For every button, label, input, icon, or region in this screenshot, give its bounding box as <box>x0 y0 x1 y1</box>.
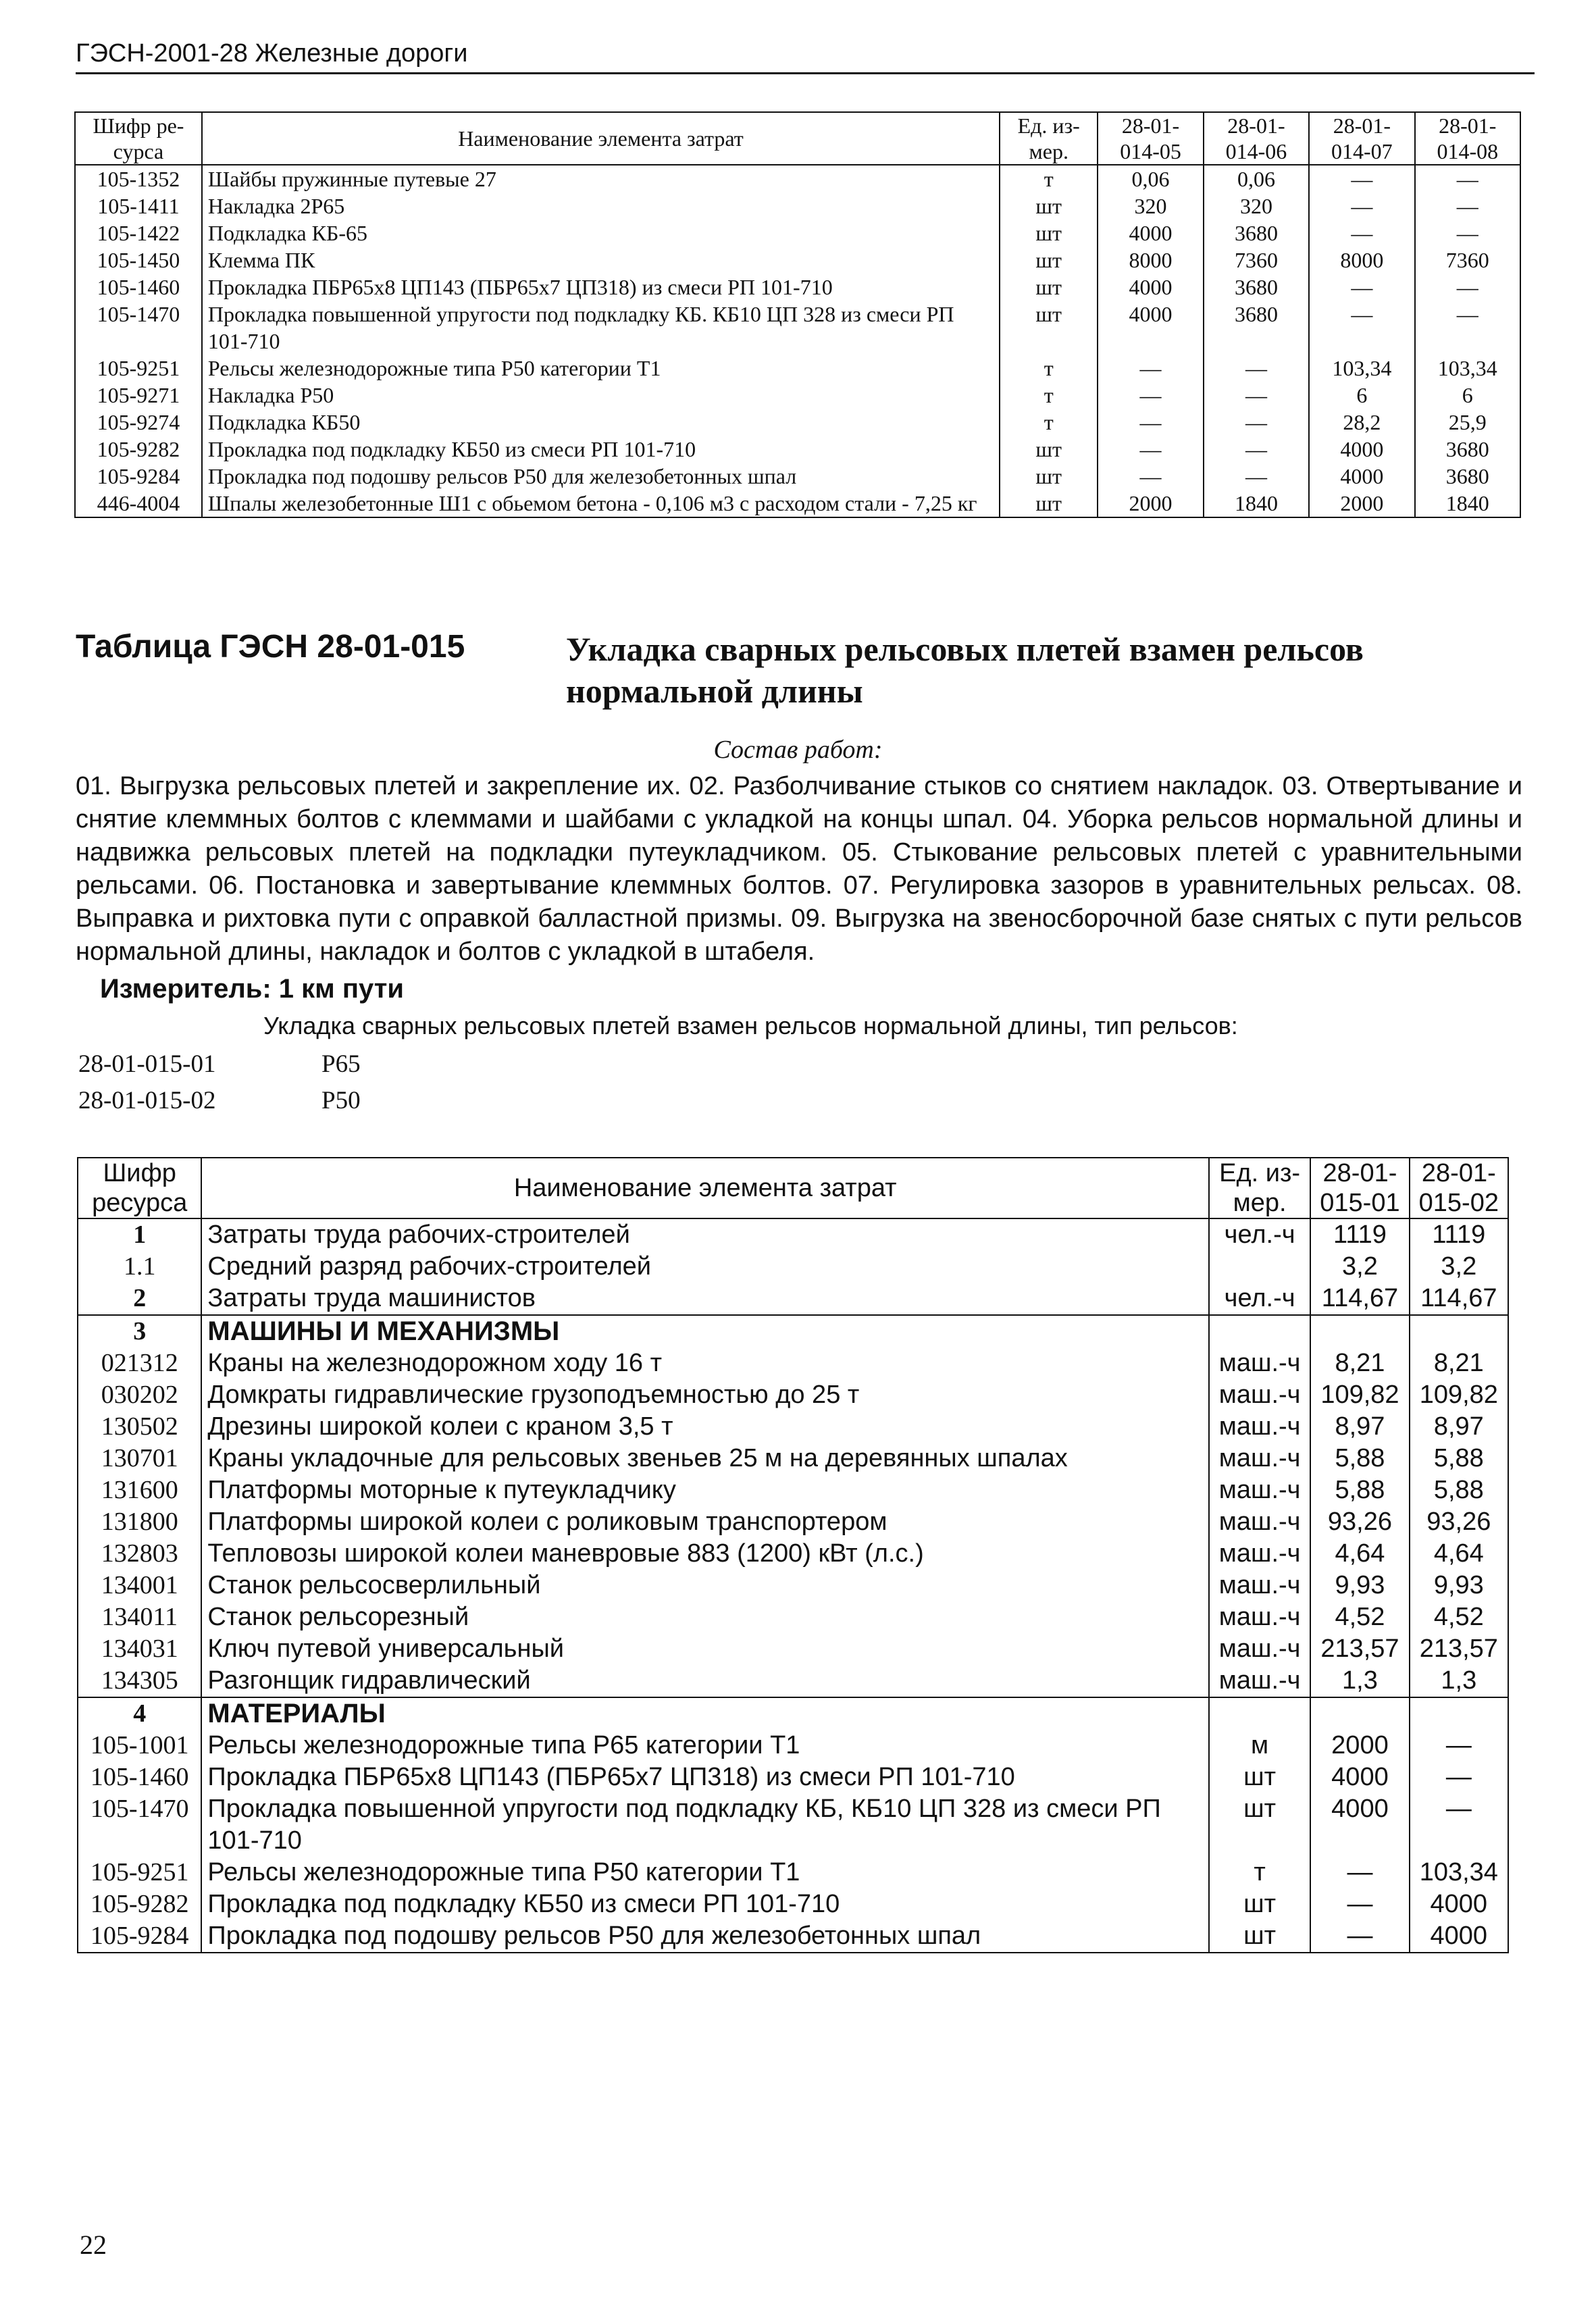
resource-name-cell: Прокладка под подошву рельсов Р50 для железобетонных шпал <box>201 1920 1209 1953</box>
resource-code-cell: 105-9282 <box>78 1888 201 1920</box>
value-cell: 9,93 <box>1410 1570 1508 1601</box>
resource-name-cell: Краны укладочные для рельсовых звеньев 25 м на деревянных шпалах <box>201 1443 1209 1474</box>
table-row <box>78 1347 1508 1379</box>
column-header: 28-01-014-05 <box>1098 112 1203 165</box>
unit-cell: т <box>1209 1857 1310 1888</box>
unit-cell: шт <box>1209 1888 1310 1920</box>
resource-code-cell: 3 <box>78 1315 201 1347</box>
resource-name-cell: Домкраты гидравлические грузоподъемностью до 25 т <box>201 1379 1209 1411</box>
value-cell: 1119 <box>1310 1218 1409 1251</box>
table-row <box>78 1506 1508 1538</box>
value-cell: 0,06 <box>1204 165 1309 192</box>
resource-code-cell: 105-9284 <box>78 1920 201 1953</box>
value-cell: 114,67 <box>1410 1283 1508 1315</box>
table-row <box>75 463 1520 490</box>
resource-code-cell: 130701 <box>78 1443 201 1474</box>
value-cell: 3,2 <box>1410 1251 1508 1283</box>
resource-name-cell: Тепловозы широкой колеи маневровые 883 (1200) кВт (л.с.) <box>201 1538 1209 1570</box>
value-cell: — <box>1410 1730 1508 1762</box>
resource-table-015 <box>77 1157 1509 1953</box>
value-cell: — <box>1309 301 1414 355</box>
resource-code-cell: 134031 <box>78 1633 201 1665</box>
table-row <box>75 355 1520 382</box>
value-cell: — <box>1309 192 1414 220</box>
resource-code-cell: 446-4004 <box>75 490 202 517</box>
value-cell: 8,97 <box>1310 1411 1409 1443</box>
table-row <box>75 409 1520 436</box>
value-cell: 6 <box>1415 382 1520 409</box>
variant-name: Р65 <box>321 1050 361 1078</box>
value-cell: 8000 <box>1309 247 1414 274</box>
value-cell: 4000 <box>1410 1920 1508 1953</box>
unit-cell <box>1209 1697 1310 1730</box>
works-text: 01. Выгрузка рельсовых плетей и закрепление их. 02. Разболчивание стыков со снятием накладок. 03. Отвертывание и снятие клеммных болтов с клеммами и шайбами с укладкой на концы шпал. 04. Уборка рельсов нормальной длины и надвижка рельсовых плетей на подкладки путеукладчиком. 05. Стыкование рельсовых плетей с уравнительными рельсами. 06. Постановка и завертывание клеммных болтов. 07. Регулировка зазоров в уравнительных рельсах. 08. Выправка и рихтовка пути с оправкой балластной призмы. 09. Выгрузка на звеносборочной базе снятых с пути рельсов нормальной длины, накладок и болтов с укладкой в штабеля. <box>76 772 1522 966</box>
column-header: Наименование элемента затрат <box>201 1158 1209 1218</box>
table-row <box>75 301 1520 355</box>
resource-name-cell: Средний разряд рабочих-строителей <box>201 1251 1209 1283</box>
column-header: 28-01-015-02 <box>1410 1158 1508 1218</box>
variant-name: Р50 <box>321 1087 361 1114</box>
value-cell: 93,26 <box>1310 1506 1409 1538</box>
unit-cell: маш.-ч <box>1209 1601 1310 1633</box>
variant-code: 28-01-015-01 <box>78 1050 216 1078</box>
value-cell: 213,57 <box>1410 1633 1508 1665</box>
resource-name-cell: Рельсы железнодорожные типа Р65 категории Т1 <box>201 1730 1209 1762</box>
measure-unit: Измеритель: 1 км пути <box>100 974 404 1004</box>
value-cell: — <box>1310 1888 1409 1920</box>
table-row <box>78 1730 1508 1762</box>
unit-cell: т <box>1000 165 1098 192</box>
resource-code-cell: 2 <box>78 1283 201 1315</box>
resource-name-cell: Разгонщик гидравлический <box>201 1665 1209 1697</box>
table-row <box>75 220 1520 247</box>
value-cell: — <box>1204 436 1309 463</box>
unit-cell: шт <box>1000 274 1098 301</box>
value-cell: 4,64 <box>1410 1538 1508 1570</box>
unit-cell: маш.-ч <box>1209 1411 1310 1443</box>
resource-name-cell: Прокладка повышенной упругости под подкладку КБ, КБ10 ЦП 328 из смеси РП 101-710 <box>201 1793 1209 1857</box>
resource-code-cell: 105-1470 <box>75 301 202 355</box>
value-cell: — <box>1098 382 1203 409</box>
resource-name-cell: Прокладка повышенной упругости под подкладку КБ. КБ10 ЦП 328 из смеси РП 101-710 <box>202 301 1000 355</box>
unit-cell: шт <box>1209 1762 1310 1793</box>
table-row <box>75 436 1520 463</box>
table-header-row <box>75 112 1520 165</box>
value-cell: 3680 <box>1415 436 1520 463</box>
table-row <box>78 1443 1508 1474</box>
resource-name-cell: Прокладка под подкладку КБ50 из смеси РП 101-710 <box>202 436 1000 463</box>
column-header: 28-01-014-08 <box>1415 112 1520 165</box>
value-cell: — <box>1204 463 1309 490</box>
table-name: Укладка сварных рельсовых плетей взамен рельсов нормальной длины <box>566 630 1364 710</box>
resource-code-cell: 131600 <box>78 1474 201 1506</box>
value-cell: 5,88 <box>1310 1443 1409 1474</box>
column-header: Шифр ре-сурса <box>75 112 202 165</box>
unit-cell: т <box>1000 409 1098 436</box>
value-cell: — <box>1098 463 1203 490</box>
unit-cell: маш.-ч <box>1209 1474 1310 1506</box>
unit-cell: маш.-ч <box>1209 1665 1310 1697</box>
resource-code-cell: 4 <box>78 1697 201 1730</box>
value-cell: 213,57 <box>1310 1633 1409 1665</box>
table-label: Таблица ГЭСН 28-01-015 <box>76 629 465 665</box>
value-cell: — <box>1309 274 1414 301</box>
table-row <box>78 1411 1508 1443</box>
value-cell: 5,88 <box>1410 1474 1508 1506</box>
table-row <box>78 1601 1508 1633</box>
value-cell: 8000 <box>1098 247 1203 274</box>
value-cell: 1840 <box>1415 490 1520 517</box>
resource-name-cell: Платформы широкой колеи с роликовым транспортером <box>201 1506 1209 1538</box>
unit-cell: чел.-ч <box>1209 1283 1310 1315</box>
variant-code: 28-01-015-02 <box>78 1087 216 1114</box>
value-cell: 4000 <box>1098 220 1203 247</box>
value-cell: 8,21 <box>1310 1347 1409 1379</box>
value-cell: — <box>1204 355 1309 382</box>
unit-cell <box>1209 1251 1310 1283</box>
value-cell: 103,34 <box>1309 355 1414 382</box>
resource-code-cell: 021312 <box>78 1347 201 1379</box>
resource-code-cell: 130502 <box>78 1411 201 1443</box>
unit-cell: маш.-ч <box>1209 1506 1310 1538</box>
value-cell: — <box>1415 192 1520 220</box>
resource-code-cell: 105-9251 <box>78 1857 201 1888</box>
table-header-row <box>78 1158 1508 1218</box>
resource-name-cell: МАТЕРИАЛЫ <box>201 1697 1209 1730</box>
resource-code-cell: 030202 <box>78 1379 201 1411</box>
value-cell <box>1310 1697 1409 1730</box>
resource-name-cell: Накладка 2Р65 <box>202 192 1000 220</box>
value-cell: 7360 <box>1204 247 1309 274</box>
value-cell: 8,21 <box>1410 1347 1508 1379</box>
value-cell: 93,26 <box>1410 1506 1508 1538</box>
table-row <box>78 1920 1508 1953</box>
value-cell: 4,64 <box>1310 1538 1409 1570</box>
table-row <box>78 1793 1508 1857</box>
value-cell: — <box>1098 355 1203 382</box>
column-header: 28-01-014-07 <box>1309 112 1414 165</box>
resource-code-cell: 1 <box>78 1218 201 1251</box>
value-cell: 4000 <box>1310 1793 1409 1857</box>
resource-name-cell: Ключ путевой универсальный <box>201 1633 1209 1665</box>
value-cell: — <box>1415 274 1520 301</box>
resource-name-cell: Прокладка под подкладку КБ50 из смеси РП 101-710 <box>201 1888 1209 1920</box>
column-header: 28-01-015-01 <box>1310 1158 1409 1218</box>
resource-code-cell: 134011 <box>78 1601 201 1633</box>
value-cell: 320 <box>1098 192 1203 220</box>
unit-cell <box>1209 1315 1310 1347</box>
table-row <box>78 1251 1508 1283</box>
value-cell: 3680 <box>1415 463 1520 490</box>
table-row <box>78 1665 1508 1697</box>
resource-code-cell: 105-1411 <box>75 192 202 220</box>
table-row <box>75 490 1520 517</box>
unit-cell: т <box>1000 355 1098 382</box>
unit-cell: шт <box>1000 490 1098 517</box>
unit-cell: м <box>1209 1730 1310 1762</box>
resource-name-cell: Затраты труда рабочих-строителей <box>201 1218 1209 1251</box>
value-cell: 2000 <box>1310 1730 1409 1762</box>
resource-code-cell: 105-1470 <box>78 1793 201 1857</box>
value-cell <box>1410 1697 1508 1730</box>
value-cell: 320 <box>1204 192 1309 220</box>
value-cell: 103,34 <box>1410 1857 1508 1888</box>
unit-cell: маш.-ч <box>1209 1443 1310 1474</box>
resource-name-cell: Шайбы пружинные путевые 27 <box>202 165 1000 192</box>
value-cell: 5,88 <box>1310 1474 1409 1506</box>
unit-cell: маш.-ч <box>1209 1379 1310 1411</box>
variant-description: Укладка сварных рельсовых плетей взамен рельсов нормальной длины, тип рельсов: <box>263 1012 1238 1039</box>
table-row <box>78 1762 1508 1793</box>
table-row <box>75 247 1520 274</box>
value-cell: — <box>1410 1762 1508 1793</box>
value-cell: 8,97 <box>1410 1411 1508 1443</box>
running-header: ГЭСН-2001-28 Железные дороги <box>76 39 1535 74</box>
unit-cell: маш.-ч <box>1209 1347 1310 1379</box>
table-row <box>78 1218 1508 1251</box>
value-cell: 3680 <box>1204 301 1309 355</box>
unit-cell: шт <box>1000 247 1098 274</box>
resource-name-cell: Станок рельсорезный <box>201 1601 1209 1633</box>
resource-code-cell: 105-9251 <box>75 355 202 382</box>
table-row <box>78 1379 1508 1411</box>
works-title: Состав работ: <box>713 736 883 764</box>
resource-name-cell: Дрезины широкой колеи с краном 3,5 т <box>201 1411 1209 1443</box>
table-row <box>78 1315 1508 1347</box>
value-cell: — <box>1098 436 1203 463</box>
resource-name-cell: Подкладка КБ50 <box>202 409 1000 436</box>
table-row <box>78 1283 1508 1315</box>
value-cell: 4,52 <box>1410 1601 1508 1633</box>
table-row <box>78 1474 1508 1506</box>
resource-name-cell: Прокладка ПБР65х8 ЦП143 (ПБР65х7 ЦП318) из смеси РП 101-710 <box>201 1762 1209 1793</box>
value-cell: 4000 <box>1098 274 1203 301</box>
table-row <box>78 1633 1508 1665</box>
resource-code-cell: 105-9271 <box>75 382 202 409</box>
table-body <box>78 1218 1508 1953</box>
value-cell: 2000 <box>1309 490 1414 517</box>
resource-name-cell: Прокладка ПБР65х8 ЦП143 (ПБР65х7 ЦП318) из смеси РП 101-710 <box>202 274 1000 301</box>
value-cell: 25,9 <box>1415 409 1520 436</box>
table-body <box>75 165 1520 517</box>
resource-code-cell: 134001 <box>78 1570 201 1601</box>
resource-name-cell: Затраты труда машинистов <box>201 1283 1209 1315</box>
value-cell: 1119 <box>1410 1218 1508 1251</box>
column-header: Шифр ресурса <box>78 1158 201 1218</box>
variant-row <box>78 1050 361 1079</box>
resource-name-cell: Платформы моторные к путеукладчику <box>201 1474 1209 1506</box>
resource-table-014 <box>74 111 1521 518</box>
value-cell: 9,93 <box>1310 1570 1409 1601</box>
value-cell: — <box>1415 165 1520 192</box>
resource-code-cell: 105-9282 <box>75 436 202 463</box>
column-header: Ед. из-мер. <box>1000 112 1098 165</box>
value-cell: 4000 <box>1410 1888 1508 1920</box>
resource-code-cell: 134305 <box>78 1665 201 1697</box>
resource-code-cell: 105-1352 <box>75 165 202 192</box>
table-row <box>75 382 1520 409</box>
value-cell: 4,52 <box>1310 1601 1409 1633</box>
unit-cell: шт <box>1000 436 1098 463</box>
value-cell: — <box>1410 1793 1508 1857</box>
unit-cell: шт <box>1000 301 1098 355</box>
resource-name-cell: Рельсы железнодорожные типа Р50 категории Т1 <box>202 355 1000 382</box>
resource-name-cell: Подкладка КБ-65 <box>202 220 1000 247</box>
value-cell <box>1410 1315 1508 1347</box>
value-cell: — <box>1309 165 1414 192</box>
value-cell: — <box>1415 301 1520 355</box>
resource-name-cell: Краны на железнодорожном ходу 16 т <box>201 1347 1209 1379</box>
value-cell: 1,3 <box>1410 1665 1508 1697</box>
page-number: 22 <box>80 2230 107 2260</box>
resource-name-cell: Клемма ПК <box>202 247 1000 274</box>
column-header: Ед. из-мер. <box>1209 1158 1310 1218</box>
resource-name-cell: Накладка Р50 <box>202 382 1000 409</box>
resource-name-cell: Рельсы железнодорожные типа Р50 категории Т1 <box>201 1857 1209 1888</box>
table-row <box>75 274 1520 301</box>
value-cell: 4000 <box>1098 301 1203 355</box>
value-cell: 1,3 <box>1310 1665 1409 1697</box>
value-cell <box>1310 1315 1409 1347</box>
unit-cell: шт <box>1209 1920 1310 1953</box>
value-cell: 3,2 <box>1310 1251 1409 1283</box>
unit-cell: чел.-ч <box>1209 1218 1310 1251</box>
value-cell: 103,34 <box>1415 355 1520 382</box>
value-cell: 2000 <box>1098 490 1203 517</box>
value-cell: — <box>1204 382 1309 409</box>
resource-code-cell: 105-1450 <box>75 247 202 274</box>
resource-name-cell: Прокладка под подошву рельсов Р50 для железобетонных шпал <box>202 463 1000 490</box>
resource-code-cell: 105-1001 <box>78 1730 201 1762</box>
value-cell: — <box>1204 409 1309 436</box>
resource-code-cell: 105-1460 <box>78 1762 201 1793</box>
column-header: 28-01-014-06 <box>1204 112 1309 165</box>
resource-name-cell: МАШИНЫ И МЕХАНИЗМЫ <box>201 1315 1209 1347</box>
resource-code-cell: 132803 <box>78 1538 201 1570</box>
value-cell: 7360 <box>1415 247 1520 274</box>
value-cell: 3680 <box>1204 220 1309 247</box>
resource-code-cell: 105-9274 <box>75 409 202 436</box>
table-row <box>75 165 1520 192</box>
resource-name-cell: Шпалы железобетонные Ш1 с обьемом бетона - 0,106 м3 с расходом стали - 7,25 кг <box>202 490 1000 517</box>
value-cell: — <box>1098 409 1203 436</box>
table-row <box>78 1857 1508 1888</box>
table-row <box>75 192 1520 220</box>
value-cell: 0,06 <box>1098 165 1203 192</box>
value-cell: 6 <box>1309 382 1414 409</box>
value-cell: 109,82 <box>1410 1379 1508 1411</box>
resource-name-cell: Станок рельсосверлильный <box>201 1570 1209 1601</box>
variant-row <box>78 1086 361 1115</box>
unit-cell: маш.-ч <box>1209 1538 1310 1570</box>
value-cell: 114,67 <box>1310 1283 1409 1315</box>
resource-code-cell: 105-9284 <box>75 463 202 490</box>
column-header: Наименование элемента затрат <box>202 112 1000 165</box>
value-cell: 1840 <box>1204 490 1309 517</box>
value-cell: 109,82 <box>1310 1379 1409 1411</box>
value-cell: — <box>1310 1857 1409 1888</box>
unit-cell: шт <box>1000 463 1098 490</box>
unit-cell: шт <box>1000 192 1098 220</box>
table-row <box>78 1697 1508 1730</box>
unit-cell: т <box>1000 382 1098 409</box>
value-cell: — <box>1309 220 1414 247</box>
table-row <box>78 1570 1508 1601</box>
value-cell: 4000 <box>1309 436 1414 463</box>
unit-cell: маш.-ч <box>1209 1570 1310 1601</box>
value-cell: 28,2 <box>1309 409 1414 436</box>
value-cell: 4000 <box>1309 463 1414 490</box>
value-cell: — <box>1415 220 1520 247</box>
unit-cell: маш.-ч <box>1209 1633 1310 1665</box>
table-row <box>78 1538 1508 1570</box>
value-cell: 4000 <box>1310 1762 1409 1793</box>
table-row <box>78 1888 1508 1920</box>
value-cell: — <box>1310 1920 1409 1953</box>
resource-code-cell: 105-1460 <box>75 274 202 301</box>
value-cell: 5,88 <box>1410 1443 1508 1474</box>
resource-code-cell: 131800 <box>78 1506 201 1538</box>
unit-cell: шт <box>1000 220 1098 247</box>
resource-code-cell: 1.1 <box>78 1251 201 1283</box>
unit-cell: шт <box>1209 1793 1310 1857</box>
value-cell: 3680 <box>1204 274 1309 301</box>
resource-code-cell: 105-1422 <box>75 220 202 247</box>
